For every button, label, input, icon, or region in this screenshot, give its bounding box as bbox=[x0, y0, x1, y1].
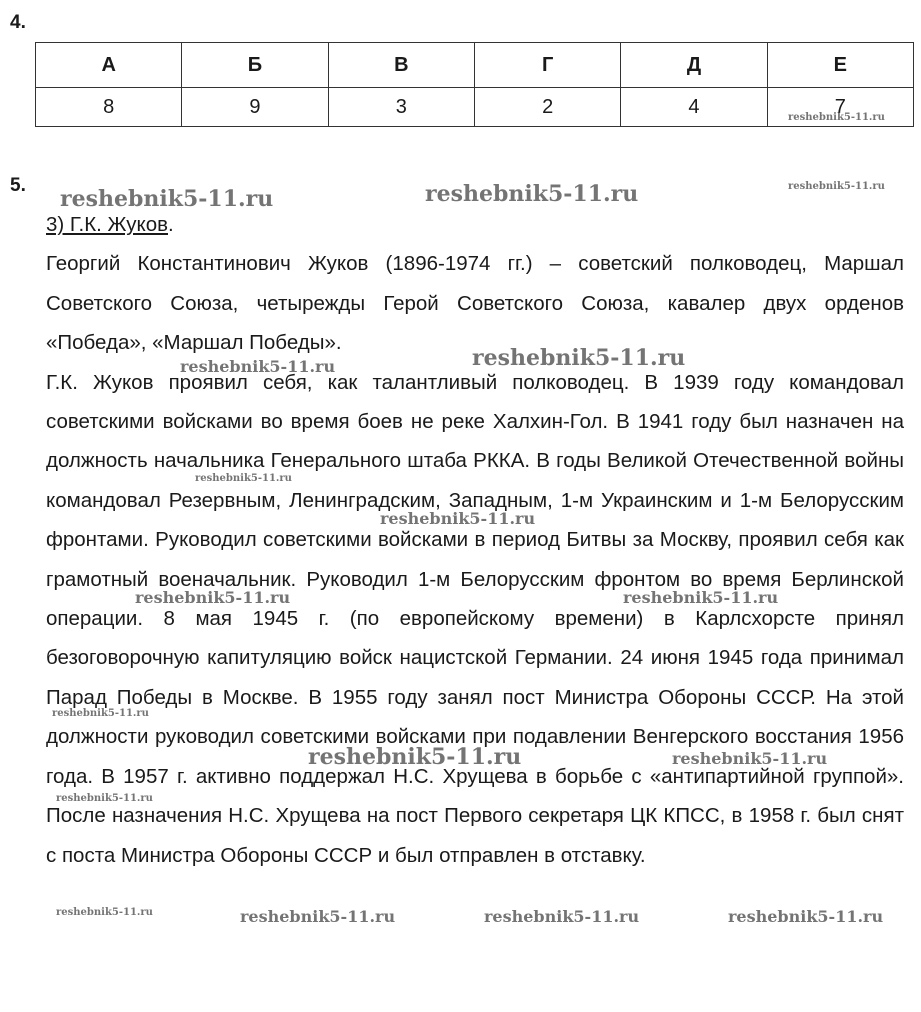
watermark: reshebnik5-11.ru bbox=[380, 509, 536, 528]
paragraph-biography: Георгий Константинович Жуков (1896-1974 гг.) – советский полководец, Маршал Советского Союза, четырежды Герой Советского Союза, кавалер двух орденов «Победа», «Маршал Победы». bbox=[46, 252, 904, 355]
task-5-number: 5. bbox=[10, 175, 26, 196]
answer-table-value-row bbox=[36, 88, 914, 127]
header-cell: А bbox=[36, 43, 182, 88]
watermark: reshebnik5-11.ru bbox=[728, 907, 884, 926]
header-cell: Г bbox=[474, 43, 620, 88]
header-cell: Д bbox=[621, 43, 767, 88]
watermark: reshebnik5-11.ru bbox=[56, 907, 153, 918]
value-cell: 2 bbox=[474, 88, 620, 127]
answer-table-header-row bbox=[36, 43, 914, 88]
answer-choice: 3) Г.К. Жуков bbox=[46, 213, 168, 236]
header-cell: Е bbox=[767, 43, 913, 88]
watermark: reshebnik5-11.ru bbox=[425, 181, 639, 207]
watermark: reshebnik5-11.ru bbox=[472, 345, 686, 371]
watermark: reshebnik5-11.ru bbox=[135, 588, 291, 607]
watermark: reshebnik5-11.ru bbox=[672, 749, 828, 768]
watermark: reshebnik5-11.ru bbox=[56, 793, 153, 804]
watermark: reshebnik5-11.ru bbox=[484, 907, 640, 926]
answer-period: . bbox=[168, 213, 174, 236]
watermark: reshebnik5-11.ru bbox=[240, 907, 396, 926]
value-cell: 9 bbox=[182, 88, 328, 127]
value-cell: 3 bbox=[328, 88, 474, 127]
watermark: reshebnik5-11.ru bbox=[52, 708, 149, 719]
value-cell: 8 bbox=[36, 88, 182, 127]
value-cell: 4 bbox=[621, 88, 767, 127]
watermark: reshebnik5-11.ru bbox=[788, 181, 885, 192]
value-cell: 7 bbox=[767, 88, 913, 127]
watermark: reshebnik5-11.ru bbox=[308, 744, 522, 770]
answer-line bbox=[46, 205, 904, 244]
watermark: reshebnik5-11.ru bbox=[623, 588, 779, 607]
header-cell: В bbox=[328, 43, 474, 88]
task-5-answer-text bbox=[46, 205, 904, 875]
watermark: reshebnik5-11.ru bbox=[195, 473, 292, 484]
header-cell: Б bbox=[182, 43, 328, 88]
answer-table bbox=[35, 42, 914, 127]
watermark: reshebnik5-11.ru bbox=[180, 357, 336, 376]
task-4-number: 4. bbox=[10, 12, 26, 33]
paragraph-career: Г.К. Жуков проявил себя, как талантливый полководец. В 1939 году командовал советскими войсками во время боев не реке Халхин-Гол. В 1941 году был назначен на должность начальника Генерального штаба РККА. В годы Великой Отечественной войны командовал Резервным, Ленинградским, Западным, 1-м Украинским и 1-м Белорусским фронтами. Руководил советскими войсками в период Битвы за Москву, проявил себя как грамотный военачальник. Руководил 1-м Белорусским фронтом во время Берлинской операции. 8 мая 1945 г. (по европейскому времени) в Карлсхорсте принял безоговорочную капитуляцию войск нацистской Германии. 24 июня 1945 года принимал Парад Победы в Москве. В 1955 году занял пост Министра Обороны СССР. На этой должности руководил советскими войсками при подавлении Венгерского восстания 1956 года. В 1957 г. активно поддержал Н.С. Хрущева в борьбе с «антипартийной группой». После назначения Н.С. Хрущева на пост Первого секретаря ЦК КПСС, в 1958 г. был снят с поста Министра Обороны СССР и был отправлен в отставку. bbox=[46, 370, 904, 867]
watermark: reshebnik5-11.ru bbox=[788, 112, 885, 123]
watermark: reshebnik5-11.ru bbox=[60, 186, 274, 212]
